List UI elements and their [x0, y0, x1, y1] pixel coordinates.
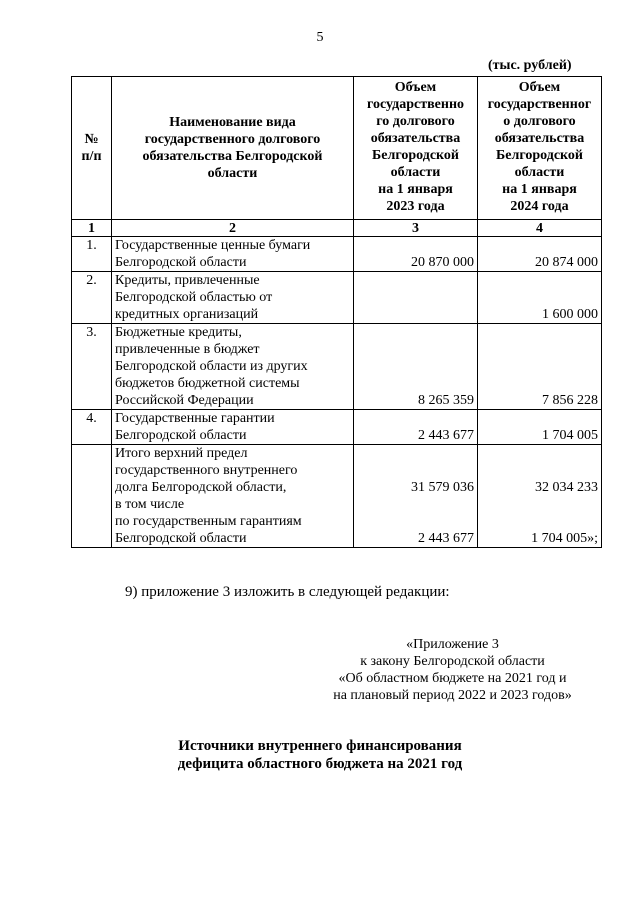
total-value: 31 579 036: [411, 480, 474, 495]
total-2023: [354, 445, 478, 548]
header-line: на 1 января: [378, 182, 453, 197]
header-line: обязательства Белгородской: [142, 149, 323, 164]
appendix-line: «Об областном бюджете на 2021 год и: [338, 671, 567, 686]
name-line: Бюджетные кредиты,: [115, 325, 242, 340]
value-2024: 7 856 228: [478, 324, 602, 410]
appendix-line: на плановый период 2022 и 2023 годов»: [333, 688, 572, 703]
header-line: государственног: [487, 97, 592, 112]
column-number: 4: [478, 220, 602, 237]
page-number: 5: [316, 30, 324, 45]
table-header-row: [72, 77, 602, 220]
total-row: [72, 445, 602, 548]
header-line: государственно: [366, 97, 465, 112]
name-line: Российской Федерации: [115, 393, 254, 408]
name-line: Белгородской области из других: [115, 359, 308, 374]
table-row: [72, 324, 602, 410]
name-line: привлеченные в бюджет: [115, 342, 260, 357]
row-number: 1.: [72, 237, 112, 272]
header-line: о долгового: [503, 114, 576, 129]
section-title: [0, 737, 640, 773]
header-line: го долгового: [376, 114, 455, 129]
name-line: Итого верхний предел: [115, 446, 248, 461]
header-line: п/п: [81, 149, 102, 164]
total-name: [112, 445, 354, 548]
row-number: 3.: [72, 324, 112, 410]
spacer: [357, 496, 474, 513]
value-2024: 1 600 000: [478, 272, 602, 324]
appendix-heading: [300, 636, 605, 704]
header-line: области: [207, 166, 258, 181]
name-line: Государственные гарантии: [115, 411, 275, 426]
name-line: долга Белгородской области,: [115, 480, 287, 495]
total-2024: [478, 445, 602, 548]
header-name: [112, 77, 354, 220]
table-row: [72, 237, 602, 272]
amendment-paragraph: 9) приложение 3 изложить в следующей редакции:: [125, 584, 450, 600]
column-numbers-row: [72, 220, 602, 237]
header-line: Объем: [394, 80, 437, 95]
row-number: 2.: [72, 272, 112, 324]
header-line: области: [390, 165, 441, 180]
table-row: [72, 410, 602, 445]
header-line: №: [84, 132, 99, 147]
header-line: государственного долгового: [144, 132, 321, 147]
header-line: Белгородской: [496, 148, 583, 163]
value-2024: 20 874 000: [478, 237, 602, 272]
spacer: [481, 513, 598, 530]
header-line: 2024 года: [510, 199, 569, 214]
name-line: по государственным гарантиям: [115, 514, 302, 529]
header-line: обязательства: [370, 131, 461, 146]
header-line: на 1 января: [502, 182, 577, 197]
column-number: 2: [112, 220, 354, 237]
table-row: [72, 272, 602, 324]
value-2024: 1 704 005: [478, 410, 602, 445]
header-line: Белгородской: [372, 148, 459, 163]
name-line: Белгородской области: [115, 531, 247, 546]
column-number: 1: [72, 220, 112, 237]
value-2023: [354, 272, 478, 324]
value-2023: 2 443 677: [354, 410, 478, 445]
header-2024: [478, 77, 602, 220]
spacer: [481, 496, 598, 513]
total-value: 32 034 233: [535, 480, 598, 495]
header-line: области: [514, 165, 565, 180]
name-line: кредитных организаций: [115, 307, 259, 322]
name-line: бюджетов бюджетной системы: [115, 376, 300, 391]
spacer: [357, 513, 474, 530]
row-number: 4.: [72, 410, 112, 445]
appendix-line: к закону Белгородской области: [360, 654, 545, 669]
header-line: обязательства: [494, 131, 585, 146]
name-line: Государственные ценные бумаги: [115, 238, 311, 253]
debt-table: [71, 76, 602, 548]
header-line: Наименование вида: [169, 115, 296, 130]
row-name: [112, 272, 354, 324]
name-line: Белгородской области: [115, 255, 247, 270]
header-line: 2023 года: [386, 199, 445, 214]
name-line: Белгородской областью от: [115, 290, 273, 305]
title-line: Источники внутреннего финансирования: [178, 738, 462, 754]
name-line: в том числе: [115, 497, 185, 512]
name-line: государственного внутреннего: [115, 463, 298, 478]
units-label: (тыс. рублей): [488, 58, 572, 73]
guarantee-value: 2 443 677: [418, 531, 474, 546]
name-line: Кредиты, привлеченные: [115, 273, 260, 288]
row-name: [112, 237, 354, 272]
title-line: дефицита областного бюджета на 2021 год: [177, 756, 463, 772]
name-line: Белгородской области: [115, 428, 247, 443]
row-name: [112, 410, 354, 445]
column-number: 3: [354, 220, 478, 237]
header-num: [72, 77, 112, 220]
header-line: Объем: [518, 80, 561, 95]
guarantee-value: 1 704 005»;: [531, 531, 598, 546]
header-2023: [354, 77, 478, 220]
value-2023: 8 265 359: [354, 324, 478, 410]
row-number: [72, 445, 112, 548]
row-name: [112, 324, 354, 410]
appendix-line: «Приложение 3: [406, 637, 499, 652]
value-2023: 20 870 000: [354, 237, 478, 272]
